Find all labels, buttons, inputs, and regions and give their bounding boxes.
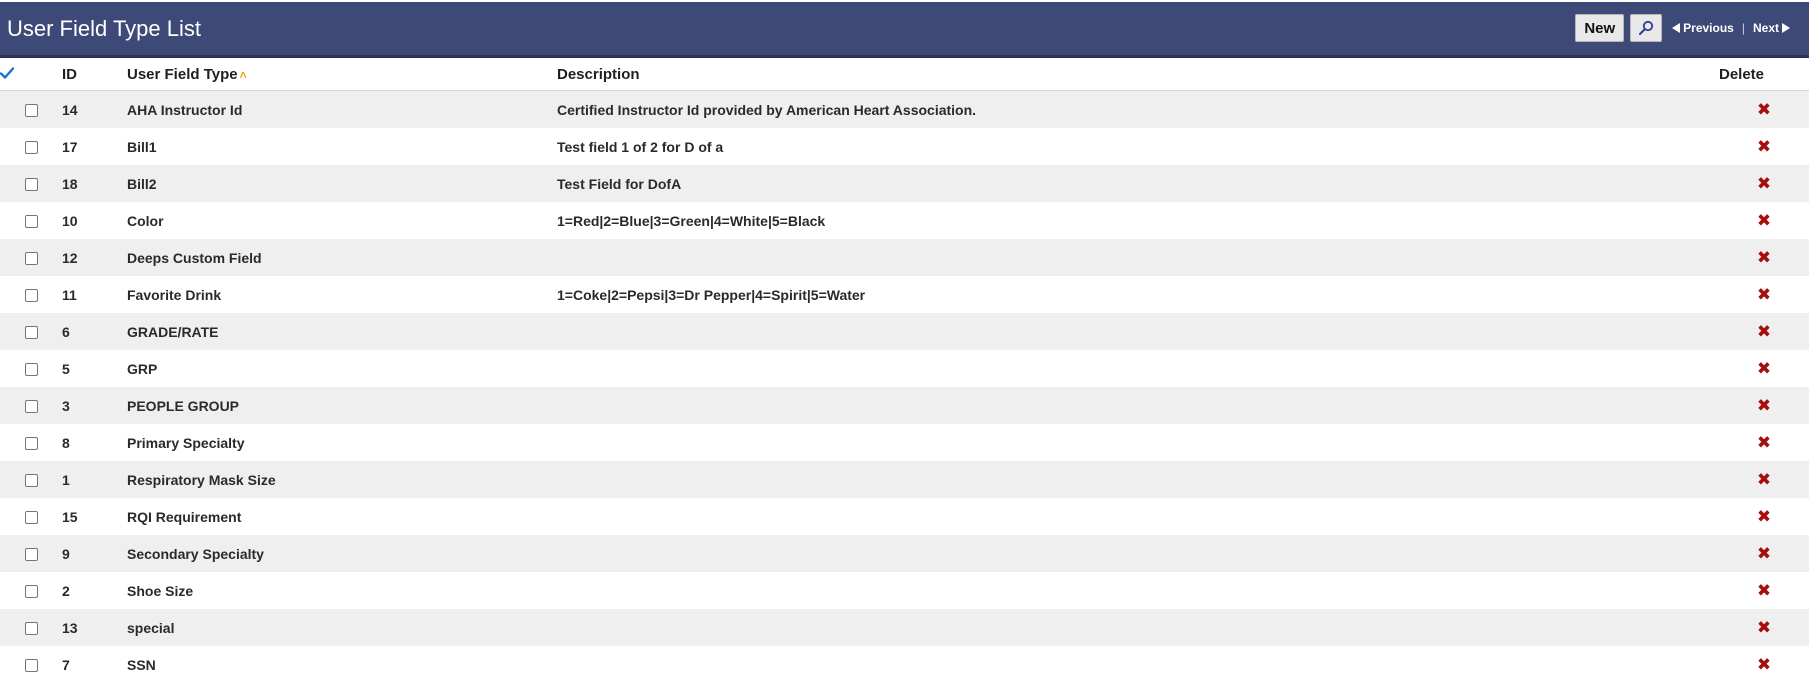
row-delete-cell [1719, 498, 1809, 535]
table-row[interactable] [0, 609, 1809, 646]
delete-x-icon[interactable]: ✖ [1756, 395, 1772, 415]
row-description [557, 609, 1719, 646]
column-header-user-field-type[interactable] [127, 58, 557, 91]
row-id: 10 [62, 202, 127, 239]
row-checkbox[interactable] [25, 622, 38, 635]
row-delete-cell [1719, 313, 1809, 350]
row-id: 2 [62, 572, 127, 609]
previous-arrow-icon [1672, 23, 1680, 33]
table-row[interactable] [0, 313, 1809, 350]
row-id: 9 [62, 535, 127, 572]
row-checkbox[interactable] [25, 548, 38, 561]
row-checkbox[interactable] [25, 585, 38, 598]
row-delete-cell [1719, 535, 1809, 572]
select-all-header[interactable] [0, 58, 62, 91]
row-description [557, 387, 1719, 424]
row-description: Test field 1 of 2 for D of a [557, 128, 1719, 165]
row-user-field-type[interactable]: Color [127, 202, 557, 239]
delete-x-icon[interactable]: ✖ [1756, 358, 1772, 378]
row-description: Test Field for DofA [557, 165, 1719, 202]
row-delete-cell [1719, 461, 1809, 498]
row-user-field-type[interactable]: Favorite Drink [127, 276, 557, 313]
table-row[interactable] [0, 91, 1809, 129]
previous-link[interactable] [1672, 21, 1734, 35]
row-user-field-type[interactable]: Shoe Size [127, 572, 557, 609]
table-row[interactable] [0, 572, 1809, 609]
row-user-field-type[interactable]: AHA Instructor Id [127, 91, 557, 129]
sort-up-icon: ˄ [239, 67, 247, 82]
row-id: 6 [62, 313, 127, 350]
row-checkbox[interactable] [25, 437, 38, 450]
pager-separator: | [1741, 21, 1745, 35]
row-user-field-type[interactable]: Primary Specialty [127, 424, 557, 461]
delete-x-icon[interactable]: ✖ [1756, 284, 1772, 304]
row-checkbox[interactable] [25, 104, 38, 117]
table-row[interactable] [0, 424, 1809, 461]
row-select-cell [0, 646, 62, 683]
row-id: 11 [62, 276, 127, 313]
row-checkbox[interactable] [25, 326, 38, 339]
row-select-cell [0, 461, 62, 498]
row-user-field-type[interactable]: GRP [127, 350, 557, 387]
row-description [557, 498, 1719, 535]
row-id: 14 [62, 91, 127, 129]
row-description [557, 313, 1719, 350]
row-checkbox[interactable] [25, 252, 38, 265]
table-row[interactable] [0, 387, 1809, 424]
row-id: 18 [62, 165, 127, 202]
row-select-cell [0, 276, 62, 313]
row-id: 7 [62, 646, 127, 683]
row-select-cell [0, 202, 62, 239]
row-description [557, 424, 1719, 461]
table-row[interactable] [0, 498, 1809, 535]
row-id: 5 [62, 350, 127, 387]
table-row[interactable] [0, 239, 1809, 276]
next-link[interactable] [1753, 21, 1790, 35]
page-title: User Field Type List [7, 16, 202, 41]
row-select-cell [0, 387, 62, 424]
row-id: 8 [62, 424, 127, 461]
row-user-field-type[interactable]: Respiratory Mask Size [127, 461, 557, 498]
checkmark-icon [0, 67, 14, 79]
row-user-field-type[interactable]: PEOPLE GROUP [127, 387, 557, 424]
table-header-row [0, 58, 1809, 91]
row-select-cell [0, 609, 62, 646]
row-user-field-type[interactable]: GRADE/RATE [127, 313, 557, 350]
row-user-field-type[interactable]: SSN [127, 646, 557, 683]
delete-x-icon[interactable]: ✖ [1756, 136, 1772, 156]
row-select-cell [0, 498, 62, 535]
toolbar [1575, 14, 1790, 42]
next-arrow-icon [1782, 23, 1790, 33]
search-button[interactable] [1630, 14, 1662, 42]
delete-x-icon[interactable]: ✖ [1756, 469, 1772, 489]
row-delete-cell [1719, 276, 1809, 313]
row-checkbox[interactable] [25, 363, 38, 376]
row-delete-cell [1719, 646, 1809, 683]
delete-x-icon[interactable]: ✖ [1756, 210, 1772, 230]
list-panel [0, 2, 1809, 683]
row-delete-cell [1719, 387, 1809, 424]
row-select-cell [0, 313, 62, 350]
title-bar [0, 2, 1809, 58]
row-user-field-type[interactable]: Secondary Specialty [127, 535, 557, 572]
pager [1672, 21, 1790, 35]
previous-label: Previous [1683, 21, 1734, 35]
table-row[interactable] [0, 276, 1809, 313]
table-row[interactable] [0, 535, 1809, 572]
row-delete-cell [1719, 239, 1809, 276]
delete-x-icon[interactable]: ✖ [1756, 247, 1772, 267]
row-checkbox[interactable] [25, 400, 38, 413]
row-description [557, 239, 1719, 276]
delete-x-icon[interactable]: ✖ [1756, 506, 1772, 526]
user-field-type-table [0, 58, 1809, 683]
row-select-cell [0, 239, 62, 276]
row-description [557, 572, 1719, 609]
delete-x-icon[interactable]: ✖ [1756, 580, 1772, 600]
row-id: 13 [62, 609, 127, 646]
row-checkbox[interactable] [25, 289, 38, 302]
delete-x-icon[interactable]: ✖ [1756, 173, 1772, 193]
row-id: 3 [62, 387, 127, 424]
column-header-type-label: User Field Type [127, 65, 238, 83]
row-select-cell [0, 165, 62, 202]
next-label: Next [1752, 21, 1779, 35]
row-delete-cell [1719, 572, 1809, 609]
row-delete-cell [1719, 128, 1809, 165]
row-select-cell [0, 535, 62, 572]
row-select-cell [0, 424, 62, 461]
delete-x-icon[interactable]: ✖ [1756, 543, 1772, 563]
table-row[interactable] [0, 461, 1809, 498]
row-select-cell [0, 572, 62, 609]
row-select-cell [0, 350, 62, 387]
table-row[interactable] [0, 202, 1809, 239]
row-user-field-type[interactable]: Bill2 [127, 165, 557, 202]
row-description [557, 646, 1719, 683]
row-delete-cell [1719, 350, 1809, 387]
table-row[interactable] [0, 646, 1809, 683]
delete-x-icon[interactable]: ✖ [1756, 617, 1772, 637]
row-delete-cell [1719, 91, 1809, 129]
table-row[interactable] [0, 165, 1809, 202]
row-select-cell [0, 91, 62, 129]
row-user-field-type[interactable]: Bill1 [127, 128, 557, 165]
column-header-delete: Delete [1719, 58, 1809, 91]
row-user-field-type[interactable]: special [127, 609, 557, 646]
row-user-field-type[interactable]: Deeps Custom Field [127, 239, 557, 276]
row-checkbox[interactable] [25, 178, 38, 191]
delete-x-icon[interactable]: ✖ [1756, 321, 1772, 341]
row-id: 17 [62, 128, 127, 165]
row-checkbox[interactable] [25, 511, 38, 524]
delete-x-icon[interactable]: ✖ [1756, 99, 1772, 119]
row-checkbox[interactable] [25, 474, 38, 487]
delete-x-icon[interactable]: ✖ [1756, 654, 1772, 674]
row-checkbox[interactable] [25, 659, 38, 672]
table-row[interactable] [0, 128, 1809, 165]
row-description: Certified Instructor Id provided by American Heart Association. [557, 91, 1719, 129]
row-description [557, 461, 1719, 498]
row-checkbox[interactable] [25, 215, 38, 228]
table-row[interactable] [0, 350, 1809, 387]
delete-x-icon[interactable]: ✖ [1756, 432, 1772, 452]
row-description [557, 535, 1719, 572]
row-delete-cell [1719, 165, 1809, 202]
row-id: 1 [62, 461, 127, 498]
row-user-field-type[interactable]: RQI Requirement [127, 498, 557, 535]
new-button[interactable]: New [1575, 14, 1624, 42]
row-description [557, 350, 1719, 387]
column-header-id[interactable]: ID [62, 58, 127, 91]
row-delete-cell [1719, 609, 1809, 646]
row-select-cell [0, 128, 62, 165]
column-header-description[interactable]: Description [557, 58, 1719, 91]
magnifier-icon [1638, 20, 1654, 36]
row-description: 1=Red|2=Blue|3=Green|4=White|5=Black [557, 202, 1719, 239]
row-description: 1=Coke|2=Pepsi|3=Dr Pepper|4=Spirit|5=Water [557, 276, 1719, 313]
row-checkbox[interactable] [25, 141, 38, 154]
row-id: 12 [62, 239, 127, 276]
row-delete-cell [1719, 202, 1809, 239]
row-delete-cell [1719, 424, 1809, 461]
row-id: 15 [62, 498, 127, 535]
